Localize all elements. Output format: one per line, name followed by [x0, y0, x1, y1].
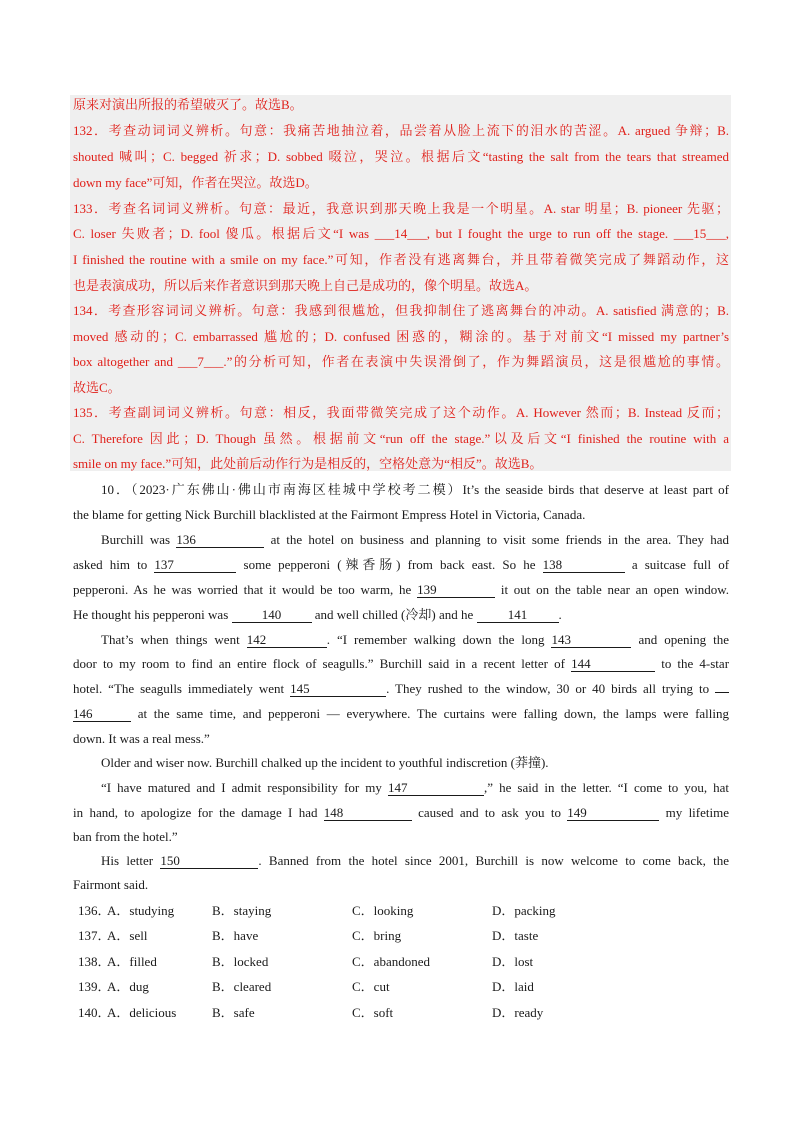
question-number: 137．	[78, 928, 111, 943]
passage-line: His letter 150 . Banned from the hotel since 2001, Burchill is now welcome to come back, the	[101, 853, 730, 868]
answer-line: 故选C。	[73, 380, 121, 395]
option-d[interactable]: D．packing	[492, 903, 556, 918]
option-c[interactable]: C．bring	[352, 928, 402, 943]
option-c[interactable]: C．soft	[352, 1005, 394, 1020]
passage-line: Older and wiser now. Burchill chalked up the incident to youthful indiscretion (莽撞).	[101, 755, 549, 770]
passage-line: door to my room to find an entire flock of seagulls.” Burchill said in a recent letter of 144 to the 4-star	[73, 656, 730, 671]
option-b[interactable]: B．staying	[212, 903, 272, 918]
option-c[interactable]: C．cut	[352, 979, 390, 994]
option-c[interactable]: C．abandoned	[352, 954, 430, 969]
answer-line: 133．考查名词词义辨析。句意：最近，我意识到那天晚上我是一个明星。A. star 明星；B. pioneer 先驱；	[73, 201, 729, 216]
blank-141[interactable]: 141	[477, 607, 559, 623]
answer-line: C. Therefore 因此；D. Though 虽然。根据前文“run off the stage.”以及后文“I finished the routine with a	[73, 431, 729, 446]
question-number: 139．	[78, 979, 111, 994]
answer-line: 134．考查形容词词义辨析。句意：我感到很尴尬，但我抑制住了逃离舞台的冲动。A. satisfied 满意的；B.	[73, 303, 729, 318]
answer-line: 135．考查副词词义辨析。句意：相反，我面带微笑完成了这个动作。A. However 然而；B. Instead 反而；	[73, 405, 729, 420]
answer-line: smile on my face.”可知，此处前后动作行为是相反的，空格处意为“相反”。故选B。	[73, 456, 543, 471]
blank-136[interactable]: 136	[176, 532, 264, 548]
blank-146[interactable]: 146	[73, 706, 131, 722]
answer-line: shouted 喊叫；C. begged 祈求；D. sobbed 啜泣，哭泣。根据后文“tasting the salt from the tears that streamed	[73, 149, 729, 164]
blank-146-start	[715, 692, 729, 693]
question-number: 136．	[78, 903, 111, 918]
blank-140[interactable]: 140	[232, 607, 312, 623]
option-b[interactable]: B．locked	[212, 954, 269, 969]
blank-139[interactable]: 139	[417, 582, 495, 598]
answer-line: box altogether and ___7___.”的分析可知，作者在表演中失误滑倒了，作为舞蹈演员，这是很尴尬的事情。	[73, 354, 729, 369]
answer-line: 原来对演出所报的希望破灭了。故选B。	[73, 97, 303, 112]
blank-148[interactable]: 148	[324, 805, 412, 821]
answer-line: down my face”可知，作者在哭泣。故选D。	[73, 175, 318, 190]
passage-line: ban from the hotel.”	[73, 829, 178, 844]
option-d[interactable]: D．laid	[492, 979, 534, 994]
passage-line: pepperoni. As he was worried that it would be too warm, he 139 it out on the table near an open window.	[73, 582, 729, 597]
passage-line: the blame for getting Nick Burchill blacklisted at the Fairmont Empress Hotel in Victoria, Canada.	[73, 507, 586, 522]
question-number: 138．	[78, 954, 111, 969]
blank-150[interactable]: 150	[160, 853, 258, 869]
passage-line: He thought his pepperoni was 140 and well chilled (冷却) and he 141 .	[73, 607, 562, 622]
answer-line: moved 感动的；C. embarrassed 尴尬的；D. confused 困惑的，糊涂的。基于对前文“I missed my partner’s	[73, 329, 729, 344]
option-a[interactable]: A．dug	[107, 979, 149, 994]
option-d[interactable]: D．ready	[492, 1005, 544, 1020]
option-b[interactable]: B．have	[212, 928, 259, 943]
passage-line: “I have matured and I admit responsibility for my 147 ,” he said in the letter. “I come to you, hat	[101, 780, 730, 795]
option-a[interactable]: A．delicious	[107, 1005, 177, 1020]
blank-137[interactable]: 137	[154, 557, 236, 573]
option-a[interactable]: A．studying	[107, 903, 175, 918]
question-number: 140．	[78, 1005, 111, 1020]
blank-142[interactable]: 142	[247, 632, 327, 648]
passage-line: asked him to 137 some pepperoni (辣香肠) from back east. So he 138 a suitcase full of	[73, 557, 730, 572]
passage-line: Burchill was 136 at the hotel on business and planning to visit some friends in the area. They had	[101, 532, 730, 547]
option-b[interactable]: B．cleared	[212, 979, 272, 994]
option-a[interactable]: A．sell	[107, 928, 148, 943]
passage-line: Fairmont said.	[73, 877, 149, 892]
passage-line: in hand, to apologize for the damage I had 148 caused and to ask you to 149 my lifetime	[73, 805, 729, 820]
blank-147[interactable]: 147	[388, 780, 484, 796]
blank-144[interactable]: 144	[571, 656, 655, 672]
answer-line: 132．考查动词词义辨析。句意：我痛苦地抽泣着，品尝着从脸上流下的泪水的苦涩。A. argued 争辩；B.	[73, 123, 729, 138]
option-b[interactable]: B．safe	[212, 1005, 255, 1020]
passage-line: 146 at the same time, and pepperoni — everywhere. The curtains were falling down, the lamps were falling	[73, 706, 730, 721]
option-c[interactable]: C．looking	[352, 903, 414, 918]
passage-line: That’s when things went 142 . “I remember walking down the long 143 and opening the	[101, 632, 730, 647]
passage-line: hotel. “The seagulls immediately went 145 . They rushed to the window, 30 or 40 birds all trying to	[73, 680, 729, 698]
option-d[interactable]: D．taste	[492, 928, 539, 943]
answer-line: 也是表演成功，所以后来作者意识到那天晚上自己是成功的，像个明星。故选A。	[73, 278, 538, 293]
passage-line: down. It was a real mess.”	[73, 731, 210, 746]
option-d[interactable]: D．lost	[492, 954, 534, 969]
blank-143[interactable]: 143	[551, 632, 631, 648]
blank-138[interactable]: 138	[543, 557, 625, 573]
answer-line: C. loser 失败者；D. fool 傻瓜。根据后文“I was ___14___, but I fought the urge to run off the stage. ___15___,	[73, 226, 729, 241]
blank-149[interactable]: 149	[567, 805, 659, 821]
answer-line: I finished the routine with a smile on my face.”可知，作者没有逃离舞台，并且带着微笑完成了舞蹈动作，这	[73, 252, 729, 267]
passage-heading: 10．（2023·广东佛山·佛山市南海区桂城中学校考二模）It’s the seaside birds that deserve at least part of	[101, 482, 729, 497]
blank-145[interactable]: 145	[290, 681, 386, 697]
option-a[interactable]: A．filled	[107, 954, 157, 969]
